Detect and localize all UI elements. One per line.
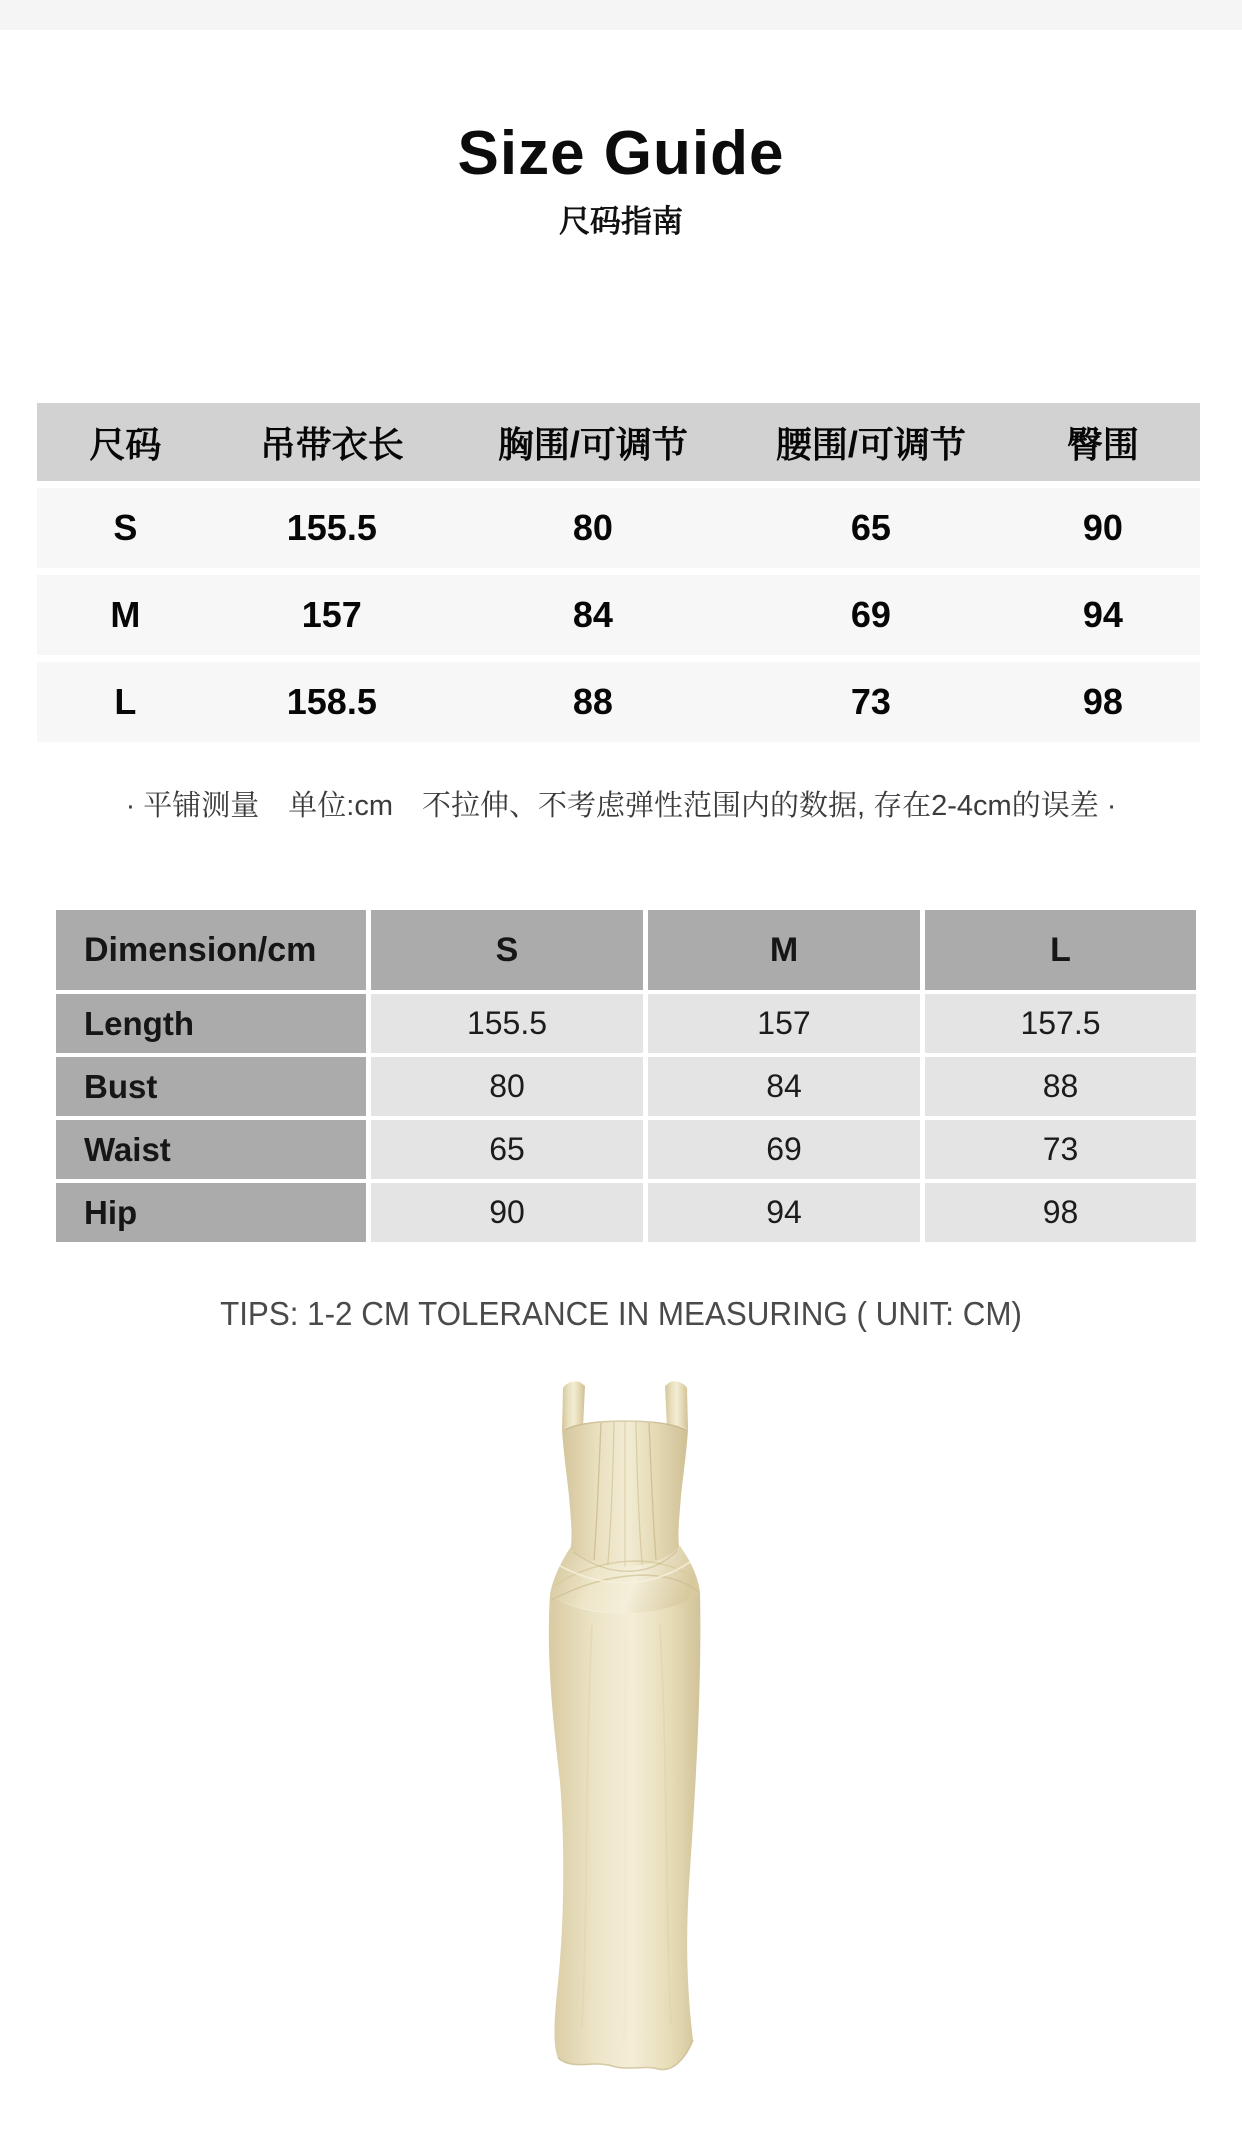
value-cell: 69 bbox=[648, 1120, 920, 1179]
waist-cell: 65 bbox=[850, 507, 891, 548]
hip-cell: 94 bbox=[1082, 594, 1123, 635]
dress-graphic bbox=[540, 1380, 710, 2075]
page-title: Size Guide bbox=[457, 119, 785, 188]
size-cell: M bbox=[110, 594, 141, 635]
value-cell: 157.5 bbox=[925, 994, 1196, 1053]
size-table-row-s bbox=[37, 488, 1200, 568]
size-table bbox=[37, 403, 1200, 749]
waist-cell: 73 bbox=[850, 681, 891, 722]
bust-cell: 84 bbox=[572, 594, 613, 635]
value-cell: 98 bbox=[925, 1183, 1196, 1242]
waist-cell: 69 bbox=[850, 594, 891, 635]
dress-image bbox=[540, 1380, 710, 2075]
row-label-cell: Waist bbox=[56, 1120, 366, 1179]
size-cell: S bbox=[113, 507, 138, 548]
value-cell: 80 bbox=[371, 1057, 643, 1116]
value-cell: 94 bbox=[648, 1183, 920, 1242]
value-cell: 157 bbox=[648, 994, 920, 1053]
value-cell: 84 bbox=[648, 1057, 920, 1116]
size-table-header-cell: 臀围 bbox=[1066, 423, 1139, 465]
size-table-header-cell: 吊带衣长 bbox=[259, 423, 404, 465]
page-subtitle: 尺码指南 bbox=[559, 204, 683, 239]
tips-text: TIPS: 1-2 CM TOLERANCE IN MEASURING ( UNIT: CM) bbox=[220, 1295, 1022, 1332]
size-table-header-cell: 尺码 bbox=[89, 423, 162, 465]
length-cell: 157 bbox=[301, 594, 362, 635]
dimension-table-header-cell: Dimension/cm bbox=[56, 910, 366, 990]
value-cell: 73 bbox=[925, 1120, 1196, 1179]
value-cell: 90 bbox=[371, 1183, 643, 1242]
row-label-cell: Length bbox=[56, 994, 366, 1053]
size-table-row-l bbox=[37, 662, 1200, 742]
measurement-note: · 平铺测量 单位:cm 不拉伸、不考虑弹性范围内的数据, 存在2-4cm的误差 · bbox=[125, 790, 1117, 822]
value-cell: 88 bbox=[925, 1057, 1196, 1116]
size-table-row-m bbox=[37, 575, 1200, 655]
length-cell: 155.5 bbox=[286, 507, 377, 548]
row-label-cell: Bust bbox=[56, 1057, 366, 1116]
value-cell: 155.5 bbox=[371, 994, 643, 1053]
dimension-table-header-cell: L bbox=[925, 910, 1196, 990]
size-table-header-cell: 腰围/可调节 bbox=[775, 423, 966, 465]
dimension-table-header-cell: M bbox=[648, 910, 920, 990]
bust-cell: 88 bbox=[572, 681, 613, 722]
hip-cell: 90 bbox=[1082, 507, 1123, 548]
dimension-table-header-cell: S bbox=[371, 910, 643, 990]
size-cell: L bbox=[114, 681, 137, 722]
size-table-header-cell: 胸围/可调节 bbox=[497, 423, 688, 465]
length-cell: 158.5 bbox=[286, 681, 377, 722]
hip-cell: 98 bbox=[1082, 681, 1123, 722]
size-table-header-row bbox=[37, 403, 1200, 481]
top-bar bbox=[0, 0, 1242, 30]
bust-cell: 80 bbox=[572, 507, 613, 548]
value-cell: 65 bbox=[371, 1120, 643, 1179]
row-label-cell: Hip bbox=[56, 1183, 366, 1242]
dimension-table bbox=[56, 910, 1197, 1242]
